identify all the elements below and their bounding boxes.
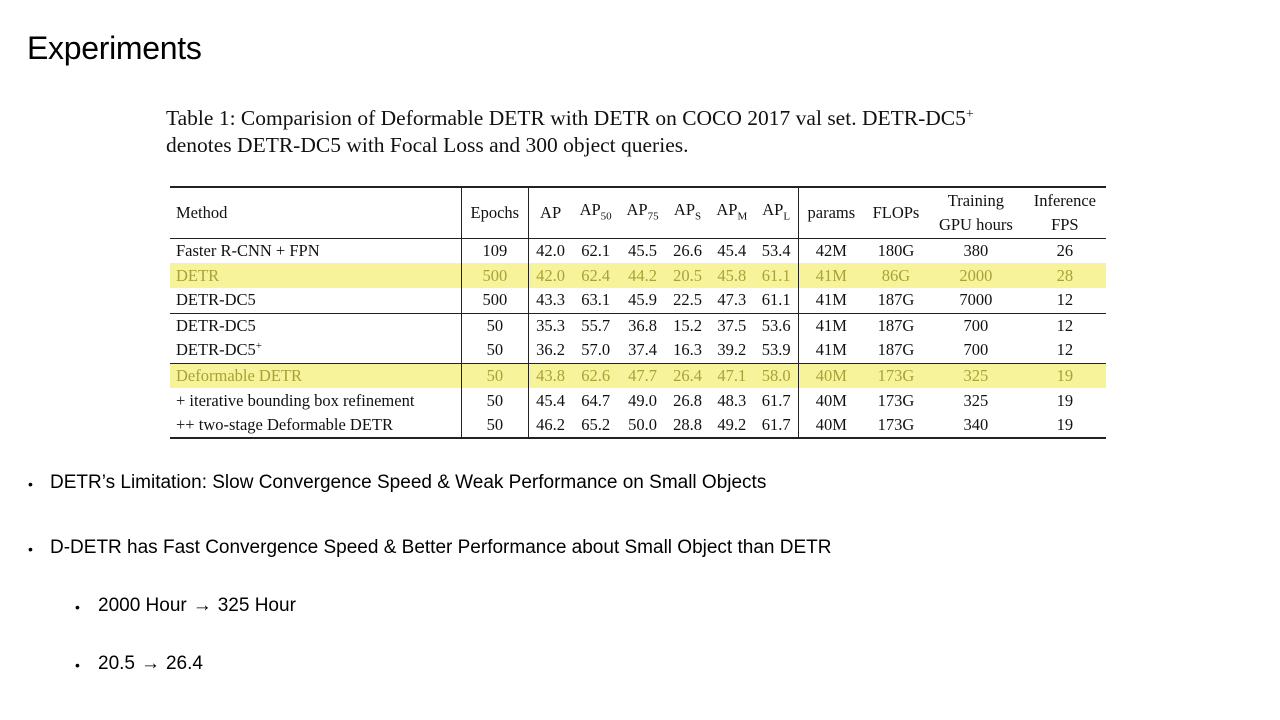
caption-sup: + xyxy=(965,107,974,122)
header-ap75: $AP_{75}$ xyxy=(619,187,666,238)
cell-gpu-hours: 700 xyxy=(963,315,989,335)
cell-gpu-hours: 325 xyxy=(963,390,989,410)
cell-fps: 19 xyxy=(1056,390,1074,410)
cell-ap: 42.0 xyxy=(536,240,566,260)
cell-method: DETR xyxy=(170,263,461,288)
cell-ap75: 47.7 xyxy=(619,363,666,388)
cell-aps: 20.5 xyxy=(666,263,709,288)
cell-flops: 180G xyxy=(877,240,915,260)
table-row xyxy=(170,413,1106,438)
cell-apm: 47.1 xyxy=(709,363,754,388)
cell-flops: 173G xyxy=(864,413,928,438)
caption-line2: denotes DETR-DC5 with Focal Loss and 300 object queries. xyxy=(166,133,689,157)
arrow-right-icon: → xyxy=(192,595,212,616)
cell-apm: 48.3 xyxy=(717,390,747,410)
cell-method: DETR-DC5+ xyxy=(170,338,461,363)
header-training: Training GPU hours xyxy=(928,187,1024,238)
cell-ap75: 50.0 xyxy=(619,413,666,438)
comparison-table xyxy=(170,186,1106,439)
sub-bullet-dot: • xyxy=(75,657,80,673)
cell-apl: 61.1 xyxy=(755,263,799,288)
cell-ap75: 49.0 xyxy=(628,390,657,410)
cell-fps: 19 xyxy=(1024,413,1106,438)
table-row xyxy=(170,313,1106,338)
cell-epochs: 50 xyxy=(461,388,528,413)
cell-flops: 187G xyxy=(864,338,928,363)
header-inference: Inference FPS xyxy=(1024,187,1106,238)
cell-params: 41M xyxy=(815,315,847,335)
header-ap50: $AP_{50}$ xyxy=(572,187,619,238)
cell-ap: 45.4 xyxy=(536,390,566,410)
sub-bullet-to: 26.4 xyxy=(165,653,203,674)
cell-gpu-hours: 325 xyxy=(928,363,1024,388)
cell-apm: 39.2 xyxy=(709,338,754,363)
cell-method: + iterative bounding box refinement xyxy=(170,388,461,413)
header-flops: FLOPs xyxy=(864,187,928,238)
cell-ap: 36.2 xyxy=(528,338,572,363)
sub-bullet-from: 2000 Hour xyxy=(98,595,187,616)
cell-ap50: 57.0 xyxy=(572,338,619,363)
cell-apm: 47.3 xyxy=(709,288,754,313)
cell-epochs: 109 xyxy=(461,238,528,263)
sub-bullet-dot: • xyxy=(75,599,80,615)
cell-params: 42M xyxy=(815,240,847,260)
cell-fps: 12 xyxy=(1024,288,1106,313)
cell-flops: 173G xyxy=(864,363,928,388)
header-params: params xyxy=(798,187,864,238)
cell-fps: 12 xyxy=(1024,338,1106,363)
table-row xyxy=(170,263,1106,288)
cell-method: Faster R-CNN + FPN xyxy=(170,238,461,263)
cell-apl: 53.6 xyxy=(755,313,799,338)
cell-aps: 26.8 xyxy=(673,390,702,410)
cell-method: DETR-DC5 xyxy=(170,313,461,338)
header-apl: $AP_L$ xyxy=(755,187,799,238)
cell-epochs: 50 xyxy=(461,313,528,338)
cell-method: ++ two-stage Deformable DETR xyxy=(170,413,461,438)
sub-bullet-item xyxy=(98,653,203,675)
cell-gpu-hours: 380 xyxy=(963,240,989,260)
sub-bullet-to: 325 Hour xyxy=(217,595,296,616)
cell-method: Deformable DETR xyxy=(170,363,461,388)
cell-params: 40M xyxy=(798,413,864,438)
cell-params: 40M xyxy=(798,363,864,388)
slide-title: Experiments xyxy=(27,30,202,66)
cell-ap: 42.0 xyxy=(528,263,572,288)
table-row xyxy=(170,288,1106,313)
cell-ap: 46.2 xyxy=(528,413,572,438)
cell-apm: 45.8 xyxy=(709,263,754,288)
cell-ap50: 62.1 xyxy=(581,240,611,260)
cell-ap50: 64.7 xyxy=(581,390,611,410)
cell-ap75: 37.4 xyxy=(619,338,666,363)
cell-flops: 187G xyxy=(877,315,915,335)
sub-bullet-from: 20.5 xyxy=(98,653,135,674)
cell-aps: 15.2 xyxy=(673,315,702,335)
cell-apl: 58.0 xyxy=(755,363,799,388)
cell-fps: 26 xyxy=(1056,240,1074,260)
cell-epochs: 50 xyxy=(461,363,528,388)
cell-epochs: 500 xyxy=(461,288,528,313)
cell-ap50: 55.7 xyxy=(581,315,611,335)
cell-aps: 28.8 xyxy=(666,413,709,438)
arrow-right-icon: → xyxy=(140,653,160,674)
cell-apl: 61.7 xyxy=(755,388,799,413)
cell-gpu-hours: 7000 xyxy=(928,288,1024,313)
bullet-dot: • xyxy=(28,476,33,492)
cell-apl: 61.1 xyxy=(755,288,799,313)
table-caption xyxy=(166,101,1126,159)
header-ap: AP xyxy=(528,187,572,238)
header-method: Method xyxy=(170,187,461,238)
cell-fps: 28 xyxy=(1024,263,1106,288)
cell-params: 41M xyxy=(798,288,864,313)
caption-line1: Table 1: Comparision of Deformable DETR with DETR on COCO 2017 val set. DETR-DC5 xyxy=(166,106,966,130)
cell-aps: 26.6 xyxy=(673,240,702,260)
cell-ap75: 45.9 xyxy=(619,288,666,313)
table-row xyxy=(170,238,1106,263)
cell-gpu-hours: 2000 xyxy=(928,263,1024,288)
table-row xyxy=(170,338,1106,363)
cell-flops: 86G xyxy=(864,263,928,288)
cell-method: DETR-DC5 xyxy=(170,288,461,313)
cell-apm: 45.4 xyxy=(717,240,747,260)
cell-params: 40M xyxy=(815,390,847,410)
cell-gpu-hours: 700 xyxy=(928,338,1024,363)
table-row xyxy=(170,388,1106,413)
cell-ap: 43.3 xyxy=(528,288,572,313)
cell-aps: 16.3 xyxy=(666,338,709,363)
cell-aps: 26.4 xyxy=(666,363,709,388)
table-row xyxy=(170,363,1106,388)
cell-epochs: 50 xyxy=(461,338,528,363)
cell-apl: 61.7 xyxy=(755,413,799,438)
cell-ap75: 36.8 xyxy=(628,315,657,335)
cell-ap50: 65.2 xyxy=(572,413,619,438)
cell-epochs: 500 xyxy=(461,263,528,288)
cell-aps: 22.5 xyxy=(666,288,709,313)
bullet-dot: • xyxy=(28,541,33,557)
header-aps: $AP_S$ xyxy=(666,187,709,238)
bullet-item: DETR’s Limitation: Slow Convergence Speed & Weak Performance on Small Objects xyxy=(50,472,767,493)
cell-ap: 43.8 xyxy=(528,363,572,388)
cell-apm: 37.5 xyxy=(717,315,747,335)
cell-flops: 173G xyxy=(877,390,915,410)
cell-fps: 12 xyxy=(1056,315,1074,335)
cell-ap75: 44.2 xyxy=(619,263,666,288)
cell-params: 41M xyxy=(798,338,864,363)
header-apm: $AP_M$ xyxy=(709,187,754,238)
cell-ap75: 45.5 xyxy=(628,240,657,260)
header-epochs: Epochs xyxy=(461,187,528,238)
cell-fps: 19 xyxy=(1024,363,1106,388)
cell-flops: 187G xyxy=(864,288,928,313)
table-header-row xyxy=(170,187,1106,238)
cell-ap50: 62.4 xyxy=(572,263,619,288)
cell-ap50: 63.1 xyxy=(572,288,619,313)
bullet-item: D-DETR has Fast Convergence Speed & Better Performance about Small Object than DETR xyxy=(50,537,832,558)
cell-apl: 53.4 xyxy=(755,238,799,263)
cell-params: 41M xyxy=(798,263,864,288)
cell-apm: 49.2 xyxy=(709,413,754,438)
cell-ap50: 62.6 xyxy=(572,363,619,388)
sub-bullet-item xyxy=(98,595,296,617)
cell-gpu-hours: 340 xyxy=(928,413,1024,438)
cell-ap: 35.3 xyxy=(536,315,566,335)
cell-apl: 53.9 xyxy=(755,338,799,363)
cell-epochs: 50 xyxy=(461,413,528,438)
